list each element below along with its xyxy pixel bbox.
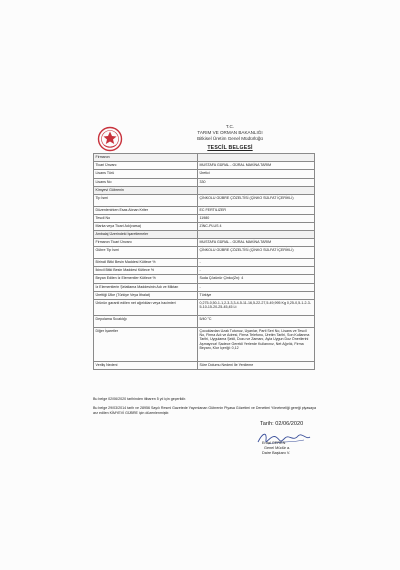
row-label: Ürettiği Ülke (Türkiye Veya İthalat) <box>94 291 198 299</box>
header-line-directorate: Bitkisel Üretim Genel Müdürlüğü <box>197 136 263 141</box>
row-label: Diğer İşaretler <box>94 328 198 362</box>
row-label: Gübre Tip İsmi <box>94 247 198 259</box>
row-label: Tescil No <box>94 214 198 222</box>
row-value: - <box>198 267 315 275</box>
signatory-title-2: Daire Başkanı V. <box>262 451 291 455</box>
header-line-ministry: TARIM VE ORMAN BAKANLIĞI <box>197 130 263 135</box>
row-label: Tip İsmi <box>94 194 198 206</box>
row-value: ÇİNKOLU GÜBRE ÇÖZELTİSİ (ÇİNKO SÜLFAT İÇERİKLİ) <box>198 247 315 259</box>
row-value: Türkiye <box>198 291 315 299</box>
row-label: İkincil Bitki Besin Maddesi Kütlece % <box>94 267 198 275</box>
table-row <box>94 178 315 186</box>
row-label: Veriliş Nedeni <box>94 362 198 370</box>
row-label: Lisans No <box>94 178 198 186</box>
row-value <box>198 154 315 162</box>
row-label: Depolama Sıcaklığı <box>94 316 198 328</box>
row-value: Çocuklardan Uzak Tutunuz, Uyarılar, Parti Seri No, Lisans ve Tescil No, Firma Adı ve Adresi, Firma Telefonu, Üretim Tarihi, Son Kullanma Tarihi, Uygulama Şekli, Dozu ve Zamanı, Ayla Uygun Doz Önerilerini Aşmayınız! Sadece Gerekli Yerlerde Kullanınız, Net Ağırlık, Firma Beyanı, Klor İçeriği: 0,12 <box>198 328 315 362</box>
table-row <box>94 247 315 259</box>
row-label: Firmanın <box>94 154 198 162</box>
row-label: İz Elementlerin Şelatlama Maddesinin Adı ve Miktarı <box>94 283 198 291</box>
row-value: MUSTAFA GÜRAL - GÜRAL MAKİNA TARIM <box>198 162 315 170</box>
row-value: 330 <box>198 178 315 186</box>
table-row <box>94 154 315 162</box>
row-label: Beyan Edilen İz Elementler Kütlece % <box>94 275 198 283</box>
row-label: Düzenlenirken Esas Alınan Kriter <box>94 206 198 214</box>
table-row <box>94 283 315 291</box>
row-value: 5/40 °C <box>198 316 315 328</box>
row-value: 11980 <box>198 214 315 222</box>
signature-date: Tarih: 02/06/2020 <box>260 421 304 427</box>
legal-note: Bu belge 29/03/2014 tarih ve 28956 Sayılı Resmi Gazetede Yayımlanan Gübrenin Piyasa Gözetimi ve Denetimi Yönetmeliği gereği piyasaya arz edilen KİMYEVİ GÜBRE için düzenlenmiştir. <box>93 406 316 415</box>
row-value: Suda Çözünür Çinko(Zn): 4 <box>198 275 315 283</box>
validity-note: Bu belge 02/06/2020 tarihinden itibaren 5 yıl için geçerlidir. <box>93 397 187 401</box>
row-value <box>198 231 315 239</box>
table-row <box>94 186 315 194</box>
table-row <box>94 328 315 362</box>
registration-table <box>93 153 315 370</box>
row-value <box>198 186 315 194</box>
table-row <box>94 300 315 316</box>
row-value: Süre Dolumu Nedeni İle Yenileme <box>198 362 315 370</box>
table-row <box>94 275 315 283</box>
row-label: Lisans Türü <box>94 170 198 178</box>
row-label: Ticari Ünvanı <box>94 162 198 170</box>
document-title: TESCİL BELGESİ <box>207 145 253 151</box>
table-row <box>94 259 315 267</box>
table-row <box>94 206 315 214</box>
table-row <box>94 267 315 275</box>
row-label: Ambalaj Üzerindeki İşaretlemeler <box>94 231 198 239</box>
row-label: Marka veya Ticari Adı(varsa) <box>94 222 198 230</box>
row-label: Firmanın Ticari Ünvanı <box>94 239 198 247</box>
table-row <box>94 362 315 370</box>
table-row <box>94 194 315 206</box>
row-value: ÇİNKOLU GÜBRE ÇÖZELTİSİ (ÇİNKO SÜLFAT İÇERİKLİ) <box>198 194 315 206</box>
row-value: Üretici <box>198 170 315 178</box>
table-row <box>94 291 315 299</box>
table-row <box>94 316 315 328</box>
signatory-name: Erdal GEREN <box>262 441 286 445</box>
table-row <box>94 222 315 230</box>
signatory-title-1: Genel Müdür a. <box>264 446 291 450</box>
row-value: 0,275-0,50-1-1,2-3-3,3-4-5-11-16,5-22-27,5-49,995 Kg 0,25-0,5-1-2-3-5-10-15-20-25-45,45 Lt <box>198 300 315 316</box>
row-label: Ürünün garanti edilen net ağırlıkları veya hacimleri <box>94 300 198 316</box>
ministry-logo-icon <box>97 126 123 152</box>
row-value: ZİNC-PLUS 4 <box>198 222 315 230</box>
row-value: MUSTAFA GÜRAL - GÜRAL MAKİNA TARIM <box>198 239 315 247</box>
header-line-tc: T.C. <box>225 124 235 129</box>
table-row <box>94 239 315 247</box>
row-value: EC FERTILIZER <box>198 206 315 214</box>
row-label: Birincil Bitki Besin Maddesi Kütlece % <box>94 259 198 267</box>
row-value: - <box>198 283 315 291</box>
table-row <box>94 231 315 239</box>
row-label: Kimyevi Gübrenin <box>94 186 198 194</box>
row-value: - <box>198 259 315 267</box>
table-row <box>94 214 315 222</box>
table-row <box>94 170 315 178</box>
table-row <box>94 162 315 170</box>
